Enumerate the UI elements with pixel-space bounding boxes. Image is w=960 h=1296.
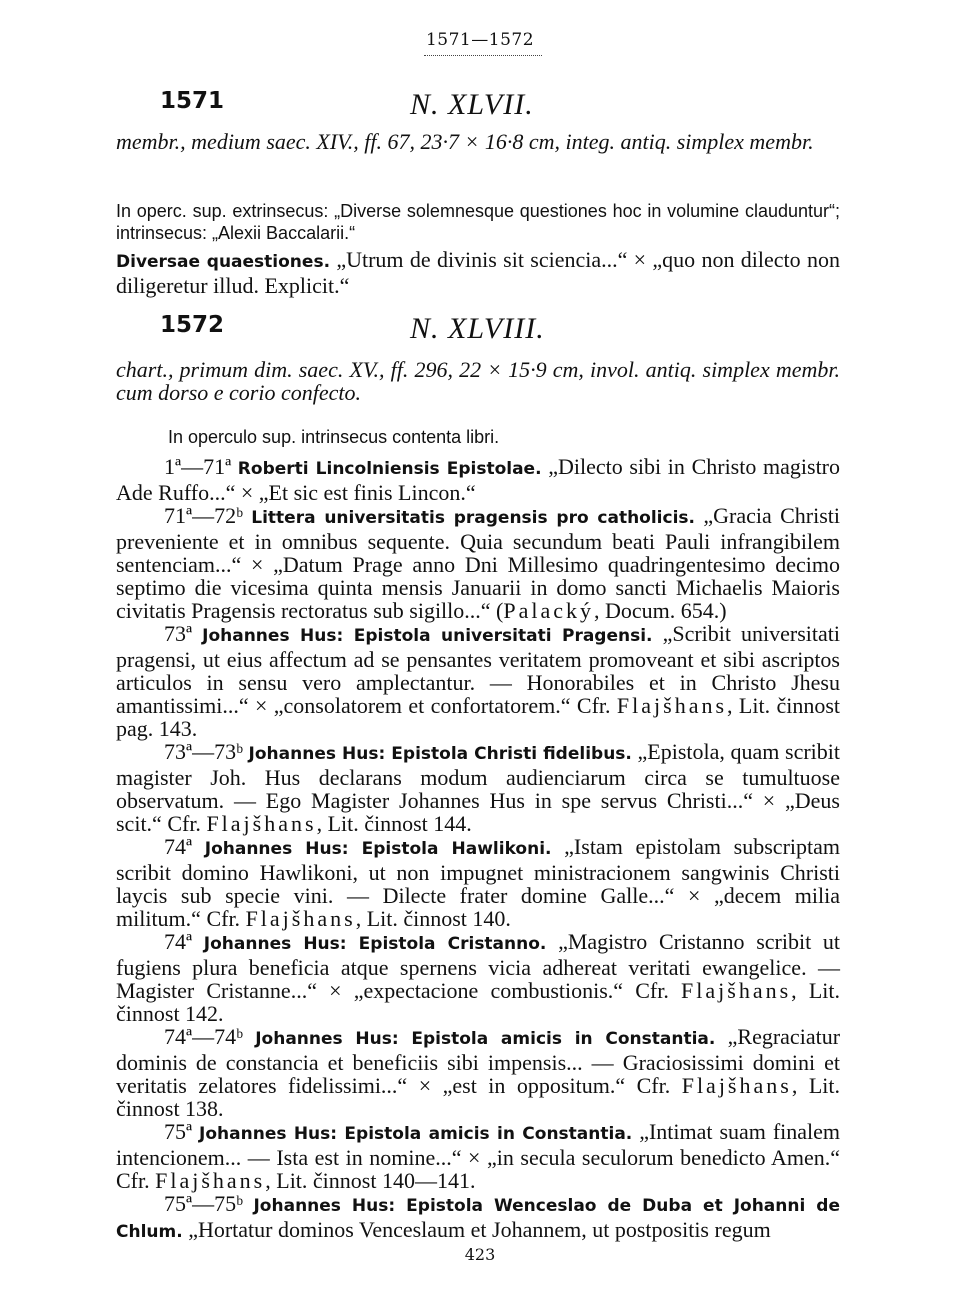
folio-range: 71ª—72ᵇ xyxy=(164,503,243,528)
item-text: „Magistro Cristanno scribit ut fugiens plura beneficia atque spernens vicia adhereat veritati ewangelice. — Magister Cristanne...“ × „expectacione combustionis.“ Cfr. xyxy=(116,929,841,1003)
cited-author: Palacký xyxy=(503,598,595,623)
citation-tail: , Lit. činnost 144. xyxy=(316,811,472,836)
item-text: „Gracia Christi preveniente et in omnibus sequente. Quia secundum beati Pauli infrangibilem sentenciam...“ × „Datum Prage anno Dni Millesimo quadringentesimo decimo septimo die vicesima quinta mensis Januarii in domo sancti Michaelis Maioris civitatis Pragensis rectoratus sub sigillo...“ ( xyxy=(116,503,840,623)
folio-range: 74ª xyxy=(164,929,193,954)
content-item xyxy=(116,1025,840,1120)
item-title: Roberti Lincolniensis Epistolae. xyxy=(237,459,542,479)
folio-range: 75ª xyxy=(164,1119,193,1144)
content-item xyxy=(116,622,840,740)
content-item xyxy=(116,835,840,930)
running-head-rule xyxy=(424,55,542,56)
shelf-signature: N. XLVIII. xyxy=(410,312,545,345)
citation-tail: , Lit. činnost 140—141. xyxy=(265,1168,476,1193)
folio-range: 1ª—71ª xyxy=(164,454,232,479)
citation-tail: , Lit. činnost 142. xyxy=(116,978,840,1026)
item-text: „Dilecto sibi in Christo magistro Ade Ruffo...“ × „Et sic est finis Lincon.“ xyxy=(116,454,841,505)
citation-tail: , Lit. činnost pag. 143. xyxy=(116,693,840,741)
content-item xyxy=(116,504,840,622)
item-text: „Intimat suam finalem intencionem... — Ista est in nomine...“ × „in secula seculorum benedicto Amen.“ Cfr. xyxy=(116,1119,841,1193)
item-text: „Scribit universitati pragensi, ut eius affectum ad se pensantes veritatem promoveant et sibi ascriptos articulos in sensu vero amplectantur. — Honorabiles et in Christo Jhesu amantissimi...“ × „consolatorem et confortatorem.“ Cfr. xyxy=(116,621,841,718)
item-text: „Epistola, quam scribit magister Joh. Hus declarans modum audienciarum circa se tumultuose observatum. — Ego Magister Johannes Hus in spe servus Christi...“ × „Deus scit.“ Cfr. xyxy=(116,739,841,836)
folio-range: 74ª xyxy=(164,834,193,859)
citation-tail: , Lit. činnost 140. xyxy=(355,906,511,931)
incipit-explicit: „Utrum de divinis sit sciencia...“ × „quo non dilecto non diligeretur illud. Explicit.“ xyxy=(116,247,840,298)
cited-author: Flajšhans xyxy=(681,1073,792,1098)
running-head: 1571—1572 xyxy=(425,30,535,50)
entry-1571-description: membr., medium saec. XIV., ff. 67, 23·7 × 16·8 cm, integ. antiq. simplex membr. xyxy=(116,129,814,154)
item-title: Johannes Hus: Epistola Hawlikoni. xyxy=(204,839,552,859)
entry-1572-heading xyxy=(0,312,960,348)
content-item xyxy=(116,740,840,835)
folio-range: 75ª—75ᵇ xyxy=(164,1191,243,1216)
work-title: Diversae quaestiones. xyxy=(116,252,331,272)
content-item xyxy=(116,1192,840,1244)
item-text: „Hortatur dominos Venceslaum et Johannem, ut postpositis regum xyxy=(182,1217,771,1242)
item-title: Johannes Hus: Epistola amicis in Constantia. xyxy=(255,1029,716,1049)
entry-1572-contents xyxy=(116,455,840,1244)
item-text: „Istam epistolam subscriptam scribit domino Hawlikoni, ut non impugnet ministracionem sangwinis Christi laycis sub specie vini. — Dilecte frater domine Galle...“ × „decem milia militum.“ Cfr. xyxy=(116,834,840,931)
entry-1571-content xyxy=(116,248,840,297)
content-item xyxy=(116,1120,840,1192)
entry-1572-description: chart., primum dim. saec. XV., ff. 296, 22 × 15·9 cm, invol. antiq. simplex membr. cum dorso e corio confecto. xyxy=(116,357,840,405)
folio-range: 74ª—74ᵇ xyxy=(164,1024,243,1049)
entry-1571-heading xyxy=(0,88,960,124)
item-title: Johannes Hus: Epistola Cristanno. xyxy=(203,934,547,954)
cited-author: Flajšhans xyxy=(155,1168,266,1193)
content-item xyxy=(116,930,840,1025)
entry-number: 1571 xyxy=(160,88,225,114)
item-text: „Regraciatur dominis de constancia et beneficiis sibi impensis... — Graciosissimi domini et veritatis zelatores fidelissimi...“ × „est in oppositum.“ Cfr. xyxy=(116,1024,841,1098)
shelf-signature: N. XLVII. xyxy=(410,88,534,121)
entry-number: 1572 xyxy=(160,312,225,338)
item-title: Johannes Hus: Epistola Wenceslao de Duba et Johanni de Chlum. xyxy=(116,1196,841,1242)
folio-range: 73ª xyxy=(164,621,193,646)
item-title: Johannes Hus: Epistola universitati Pragensi. xyxy=(202,626,653,646)
citation-tail: , Docum. 654.) xyxy=(594,598,727,623)
cited-author: Flajšhans xyxy=(245,906,356,931)
citation-tail: , Lit. činnost 138. xyxy=(116,1073,840,1121)
cited-author: Flajšhans xyxy=(616,693,728,718)
entry-1571-note: In operc. sup. extrinsecus: „Diverse solemnesque questiones hoc in volumine clauduntur“; intrinsecus: „Alexii Baccalarii.“ xyxy=(116,201,840,243)
item-title: Littera universitatis pragensis pro catholicis. xyxy=(251,508,695,528)
content-item xyxy=(116,455,840,504)
cited-author: Flajšhans xyxy=(681,978,792,1003)
entry-1572-note: In operculo sup. intrinsecus contenta libri. xyxy=(168,427,500,447)
page-number: 423 xyxy=(464,1245,496,1264)
item-title: Johannes Hus: Epistola Christi fidelibus. xyxy=(248,744,632,764)
folio-range: 73ª—73ᵇ xyxy=(164,739,243,764)
item-title: Johannes Hus: Epistola amicis in Constantia. xyxy=(199,1124,633,1144)
cited-author: Flajšhans xyxy=(206,811,317,836)
